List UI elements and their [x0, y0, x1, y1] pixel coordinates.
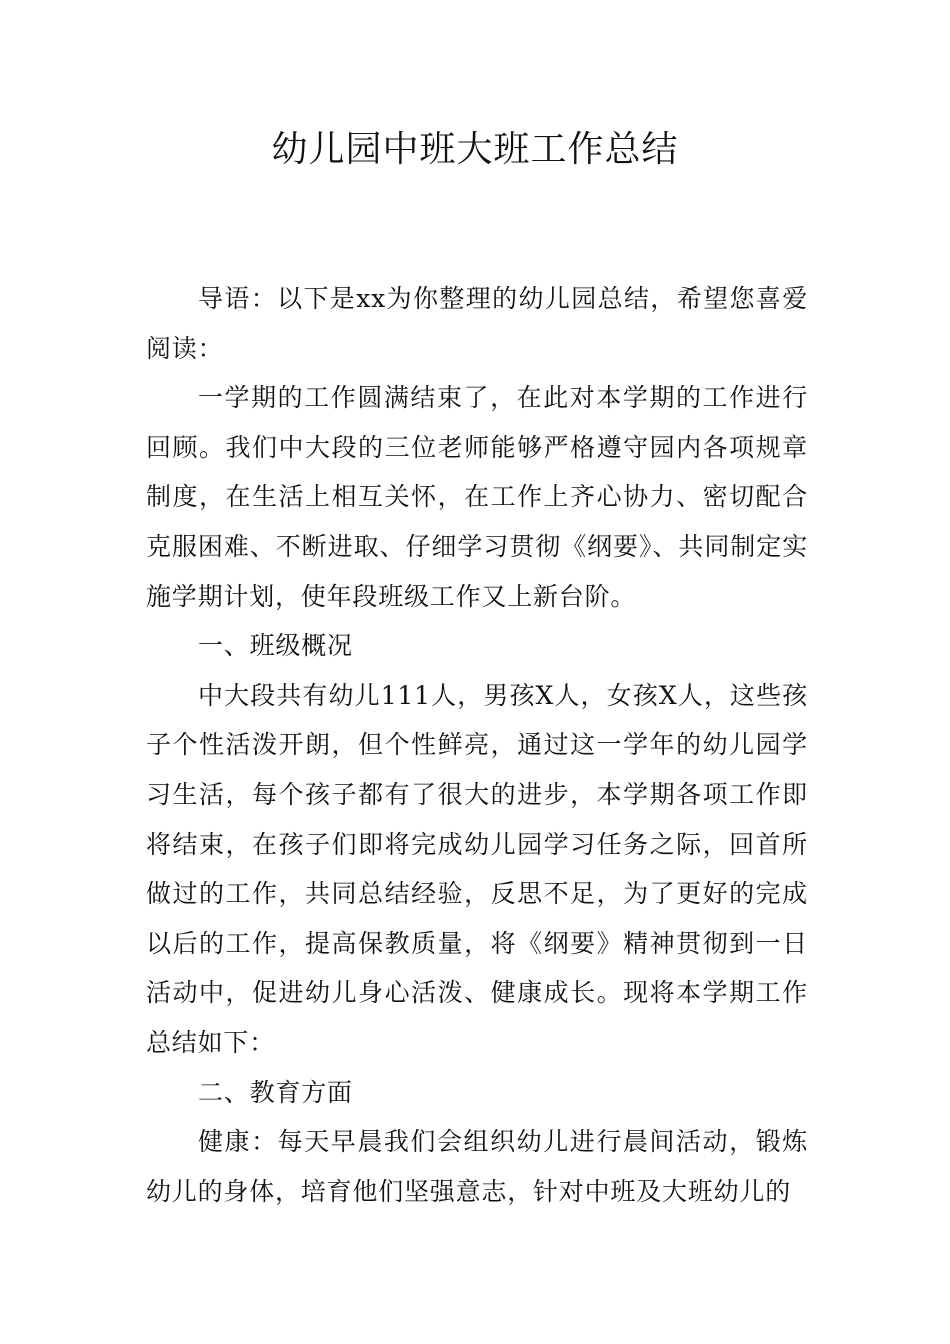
health-paragraph: 健康：每天早晨我们会组织幼儿进行晨间活动，锻炼幼儿的身体，培育他们坚强意志，针对中班及大班幼儿的	[146, 1127, 808, 1206]
document-title: 幼儿园中班大班工作总结	[271, 129, 679, 170]
section-heading-education: 二、教育方面	[198, 1077, 353, 1107]
opening-paragraph: 一学期的工作圆满结束了，在此对本学期的工作进行回顾。我们中大段的三位老师能够严格遵守园内各项规章制度，在生活上相互关怀，在工作上齐心协力、密切配合克服困难、不断进取、仔细学习贯彻《纲要》、共同制定实施学期计划，使年段班级工作又上新台阶。	[146, 383, 808, 611]
intro-paragraph: 导语：以下是xx为你整理的幼儿园总结，希望您喜爱阅读：	[146, 284, 808, 363]
section-heading-class-overview: 一、班级概况	[198, 631, 353, 661]
document-body	[146, 274, 808, 1216]
class-overview-paragraph: 中大段共有幼儿111人，男孩X人，女孩X人，这些孩子个性活泼开朗，但个性鲜亮，通过这一学年的幼儿园学习生活，每个孩子都有了很大的进步，本学期各项工作即将结束，在孩子们即将完成幼儿园学习任务之际，回首所做过的工作，共同总结经验，反思不足，为了更好的完成以后的工作，提高保教质量，将《纲要》精神贯彻到一日活动中，促进幼儿身心活泼、健康成长。现将本学期工作总结如下：	[146, 680, 808, 1057]
